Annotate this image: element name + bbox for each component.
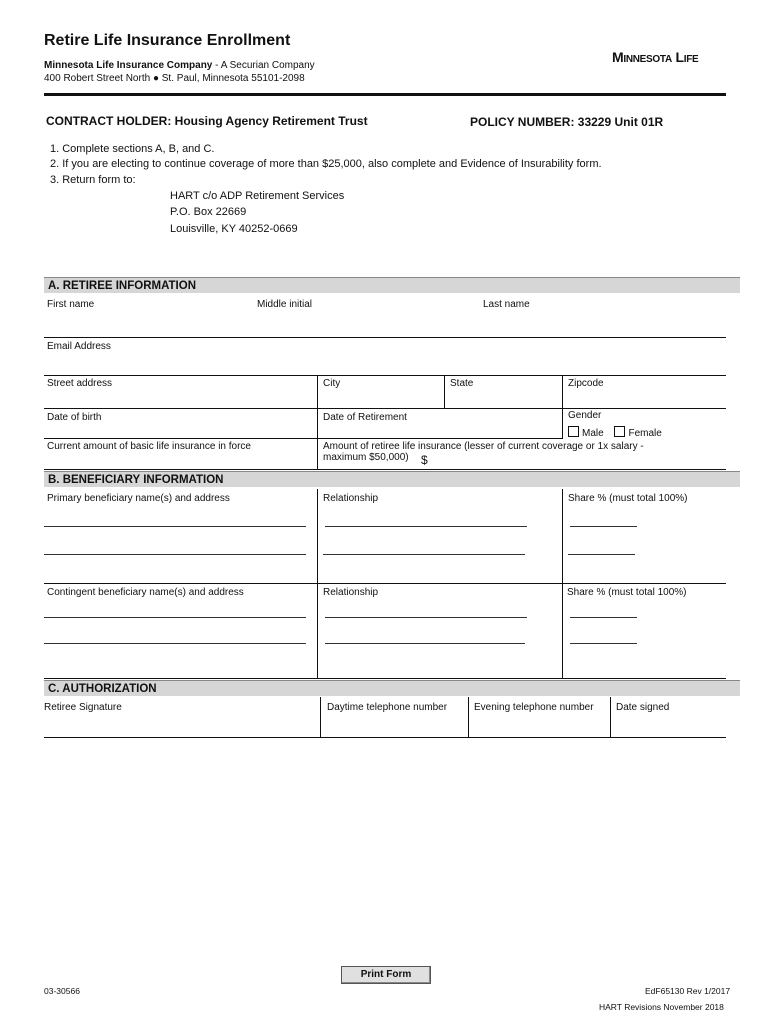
header-divider [44, 93, 726, 96]
authorization-line [44, 737, 726, 738]
contingent-share-label: Share % (must total 100%) [567, 587, 687, 598]
divider [562, 489, 563, 679]
contingent-share-blank-2[interactable] [570, 643, 637, 645]
primary-name-blank-2[interactable] [44, 554, 306, 556]
section-a-heading: A. RETIREE INFORMATION [44, 277, 740, 293]
hart-revision: HART Revisions November 2018 [599, 1002, 724, 1012]
day-phone-label: Daytime telephone number [327, 702, 448, 713]
form-title: Retire Life Insurance Enrollment [44, 32, 291, 49]
current-amount-label: Current amount of basic life insurance in force [47, 441, 251, 452]
primary-share-blank-1[interactable] [570, 526, 637, 528]
relationship-label: Relationship [323, 493, 379, 504]
street-label: Street address [47, 378, 113, 389]
divider [317, 439, 318, 469]
middle-initial-label: Middle initial [257, 299, 313, 310]
form-code: 03-30566 [44, 986, 80, 996]
gender-label: Gender [568, 410, 602, 421]
first-name-label: First name [47, 299, 95, 310]
primary-relationship-blank-2[interactable] [323, 554, 525, 556]
female-label: Female [628, 428, 662, 439]
contingent-relationship-label: Relationship [323, 587, 379, 598]
primary-name-blank-1[interactable] [44, 526, 306, 528]
male-label: Male [582, 428, 604, 439]
contingent-relationship-blank-1[interactable] [325, 617, 527, 619]
divider [468, 697, 469, 738]
print-form-button[interactable]: Print Form [341, 966, 431, 984]
address-line [44, 408, 726, 409]
return-address-1: HART c/o ADP Retirement Services [170, 190, 345, 202]
section-b-heading: B. BENEFICIARY INFORMATION [44, 471, 740, 487]
last-name-label: Last name [483, 299, 530, 310]
contingent-share-blank-1[interactable] [570, 617, 637, 619]
contingent-beneficiary-label: Contingent beneficiary name(s) and address [47, 587, 244, 598]
return-address-3: Louisville, KY 40252-0669 [170, 223, 298, 235]
divider [317, 489, 318, 679]
instruction-1: 1. Complete sections A, B, and C. [50, 143, 215, 155]
instruction-2: 2. If you are electing to continue coverage of more than $25,000, also complete and Evidence of Insurability form. [50, 158, 602, 170]
primary-section-line [44, 583, 726, 584]
divider [444, 376, 445, 408]
revision: EdF65130 Rev 1/2017 [645, 986, 731, 996]
state-label: State [450, 378, 474, 389]
male-checkbox[interactable] [568, 426, 579, 437]
minnesota-life-logo: Minnesota Life [612, 49, 699, 65]
name-line [44, 337, 726, 338]
company-address: 400 Robert Street North ● St. Paul, Minnesota 55101-2098 [44, 73, 305, 84]
return-address-2: P.O. Box 22669 [170, 206, 247, 218]
contingent-name-blank-2[interactable] [44, 643, 306, 645]
primary-share-blank-2[interactable] [568, 554, 635, 556]
dollar-sign: $ [421, 453, 428, 467]
zip-label: Zipcode [568, 378, 604, 389]
share-label: Share % (must total 100%) [568, 493, 688, 504]
signature-label: Retiree Signature [44, 702, 122, 713]
policy-number: POLICY NUMBER: 33229 Unit 01R [470, 115, 664, 129]
contingent-relationship-blank-2[interactable] [325, 643, 525, 645]
email-label: Email Address [47, 341, 111, 352]
contract-holder: CONTRACT HOLDER: Housing Agency Retirement Trust [46, 114, 368, 128]
section-c-heading: C. AUTHORIZATION [44, 680, 740, 696]
female-checkbox[interactable] [614, 426, 625, 437]
contingent-section-line [44, 678, 726, 679]
retiree-amount-label-1: Amount of retiree life insurance (lesser of current coverage or 1x salary - [323, 441, 644, 452]
gender-options [568, 426, 662, 439]
email-line [44, 375, 726, 376]
divider [320, 697, 321, 738]
dob-line [44, 438, 562, 439]
instruction-3: 3. Return form to: [50, 174, 136, 186]
company-suffix: - A Securian Company [212, 60, 315, 71]
company-line [44, 60, 315, 71]
date-signed-label: Date signed [616, 702, 670, 713]
primary-relationship-blank-1[interactable] [325, 526, 527, 528]
dob-label: Date of birth [47, 412, 102, 423]
retirement-date-label: Date of Retirement [323, 412, 407, 423]
retiree-amount-label-2: maximum $50,000) [323, 452, 409, 463]
amount-line [44, 469, 726, 470]
primary-beneficiary-label: Primary beneficiary name(s) and address [47, 493, 230, 504]
city-label: City [323, 378, 341, 389]
eve-phone-label: Evening telephone number [474, 702, 594, 713]
company-name: Minnesota Life Insurance Company [44, 60, 213, 71]
contingent-name-blank-1[interactable] [44, 617, 306, 619]
divider [610, 697, 611, 738]
